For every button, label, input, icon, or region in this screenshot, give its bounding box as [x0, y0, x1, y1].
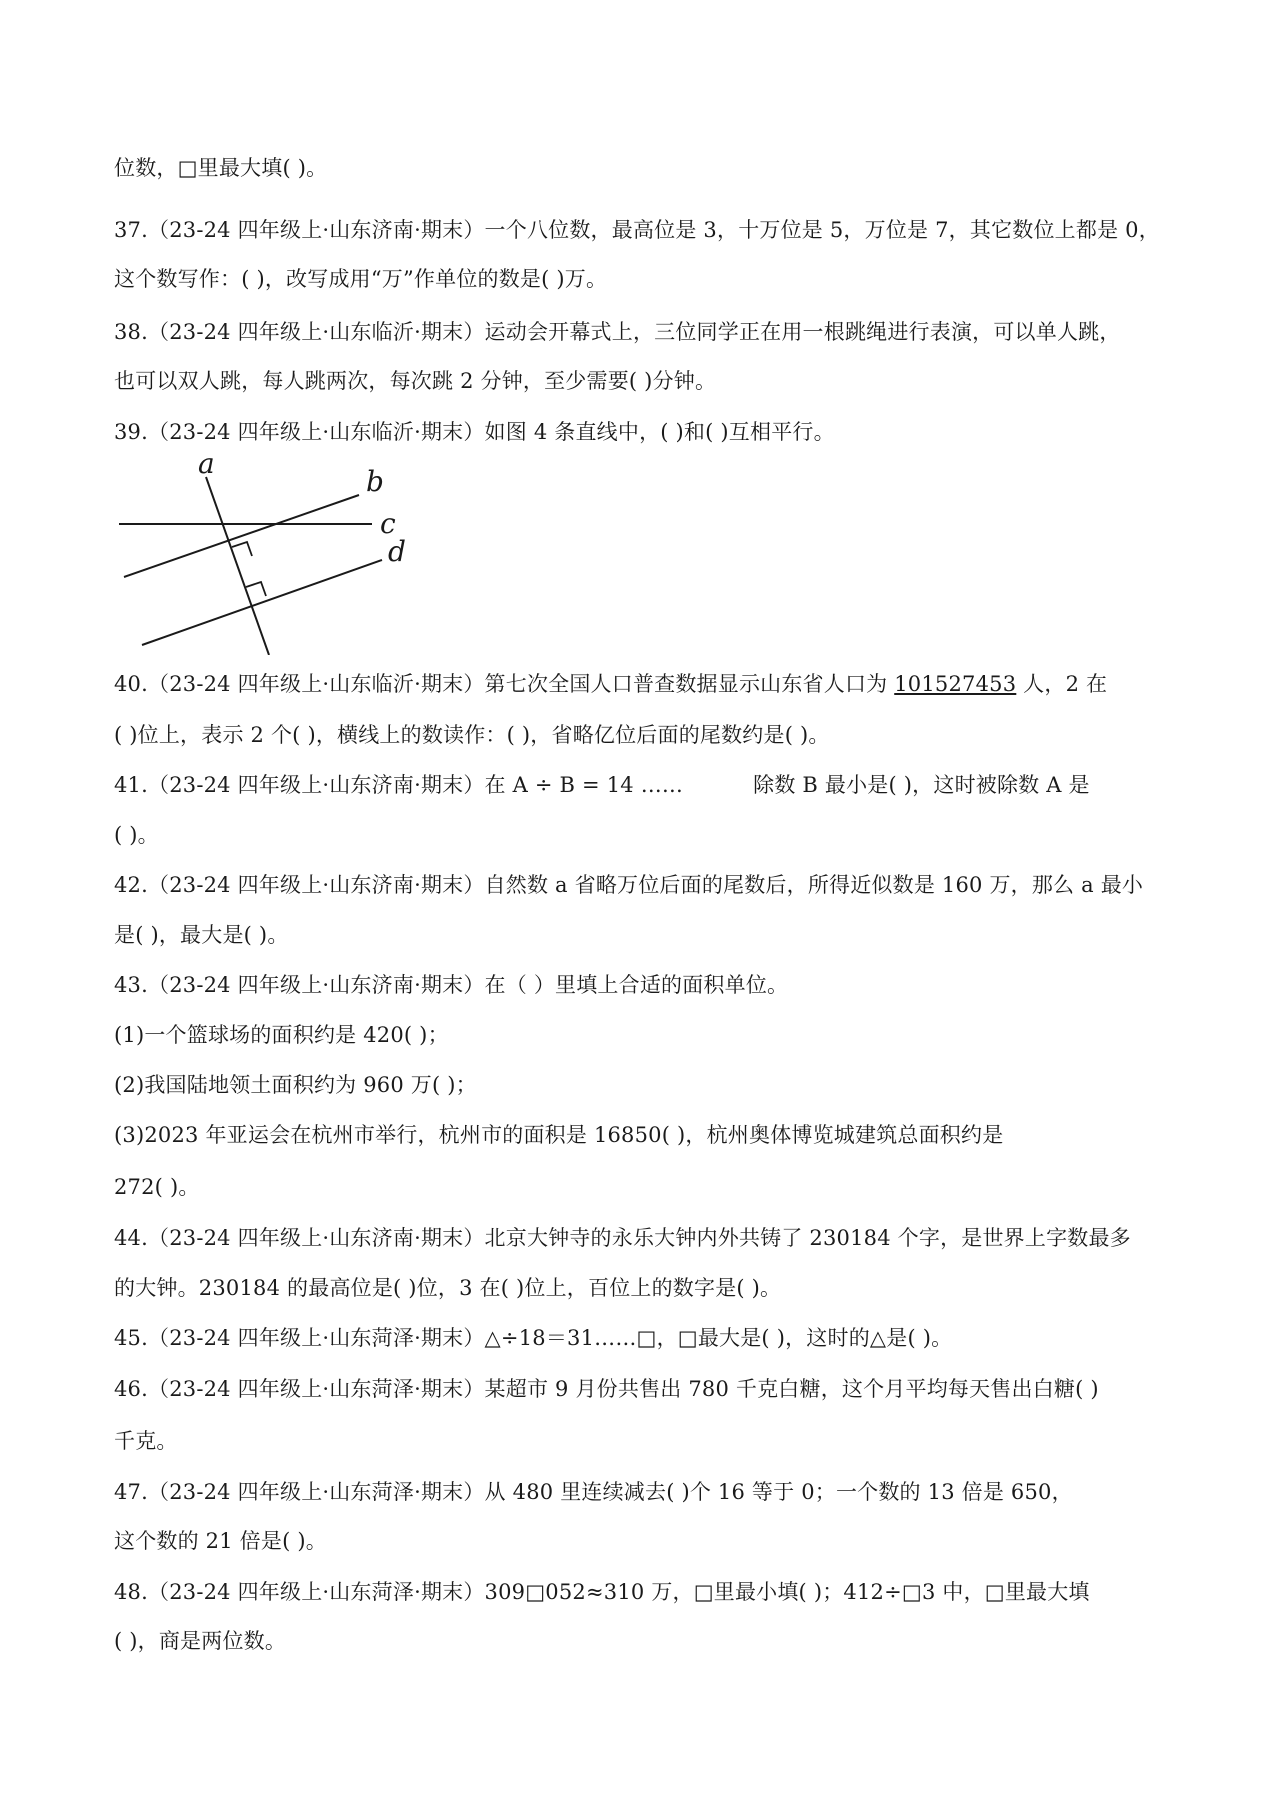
- parallel-lines-figure: [114, 455, 414, 655]
- q47-line-2: 这个数的 21 倍是( )。: [114, 1529, 327, 1553]
- q43-line-1: 43.（23-24 四年级上·山东济南·期末）在（ ）里填上合适的面积单位。: [114, 973, 789, 997]
- q46-line-2: 千克。: [114, 1429, 178, 1453]
- label-a: a: [198, 455, 215, 480]
- q48-line-2: ( )，商是两位数。: [114, 1629, 287, 1653]
- q43-item-1: (1)一个篮球场的面积约是 420( )；: [114, 1023, 449, 1047]
- right-angle-mark-lower: [246, 582, 266, 596]
- q40-text-b: 人，2 在: [1016, 672, 1108, 696]
- line-a: [206, 477, 269, 655]
- q40-line-2: ( )位上，表示 2 个( )，横线上的数读作：( )，省略亿位后面的尾数约是( )。: [114, 723, 830, 747]
- line-b: [124, 495, 359, 577]
- label-b: b: [366, 465, 384, 498]
- q40-line-1: [114, 668, 1188, 700]
- q41-text-a: 41.（23-24 四年级上·山东济南·期末）在 A ÷ B = 14 ……: [114, 773, 684, 797]
- q37-line-1: 37.（23-24 四年级上·山东济南·期末）一个八位数，最高位是 3，十万位是 5，万位是 7，其它数位上都是 0，: [114, 218, 1160, 242]
- q37-line-2: 这个数写作：( )，改写成用“万”作单位的数是( )万。: [114, 267, 608, 291]
- q38-line-2: 也可以双人跳，每人跳两次，每次跳 2 分钟，至少需要( )分钟。: [114, 369, 717, 393]
- label-d: d: [388, 535, 406, 568]
- q43-item-2: (2)我国陆地领土面积约为 960 万( )；: [114, 1073, 477, 1097]
- q41-line-2: ( )。: [114, 823, 159, 847]
- q47-line-1: 47.（23-24 四年级上·山东菏泽·期末）从 480 里连续减去( )个 16 等于 0；一个数的 13 倍是 650，: [114, 1480, 1073, 1504]
- q39-line-1: 39.（23-24 四年级上·山东临沂·期末）如图 4 条直线中，( )和( )互相平行。: [114, 420, 835, 444]
- q40-underlined-number: 101527453: [894, 672, 1017, 696]
- q41-line-1: [114, 769, 1188, 801]
- label-c: c: [380, 507, 396, 540]
- q44-line-1: 44.（23-24 四年级上·山东济南·期末）北京大钟寺的永乐大钟内外共铸了 230184 个字，是世界上字数最多: [114, 1226, 1131, 1250]
- q38-line-1: 38.（23-24 四年级上·山东临沂·期末）运动会开幕式上，三位同学正在用一根跳绳进行表演，可以单人跳，: [114, 320, 1121, 344]
- q43-item-3-line-2: 272( )。: [114, 1175, 200, 1199]
- q36-continuation: 位数，□里最大填( )。: [114, 156, 328, 180]
- q48-line-1: 48.（23-24 四年级上·山东菏泽·期末）309□052≈310 万，□里最小填( )；412÷□3 中，□里最大填: [114, 1580, 1090, 1604]
- q44-line-2: 的大钟。230184 的最高位是( )位，3 在( )位上，百位上的数字是( )。: [114, 1276, 782, 1300]
- right-angle-mark-upper: [232, 542, 252, 556]
- q40-text-a: 40.（23-24 四年级上·山东临沂·期末）第七次全国人口普查数据显示山东省人口为: [114, 672, 895, 696]
- q41-text-b: 除数 B 最小是( )，这时被除数 A 是: [753, 773, 1090, 797]
- q42-line-1: 42.（23-24 四年级上·山东济南·期末）自然数 a 省略万位后面的尾数后，所得近似数是 160 万，那么 a 最小: [114, 873, 1144, 897]
- q43-item-3-line-1: (3)2023 年亚运会在杭州市举行，杭州市的面积是 16850( )，杭州奥体博览城建筑总面积约是: [114, 1123, 1004, 1147]
- q45-line-1: 45.（23-24 四年级上·山东菏泽·期末）△÷18＝31……□，□最大是( )，这时的△是( )。: [114, 1326, 953, 1350]
- q46-line-1: 46.（23-24 四年级上·山东菏泽·期末）某超市 9 月份共售出 780 千克白糖，这个月平均每天售出白糖( ): [114, 1377, 1099, 1401]
- q42-line-2: 是( )，最大是( )。: [114, 923, 289, 947]
